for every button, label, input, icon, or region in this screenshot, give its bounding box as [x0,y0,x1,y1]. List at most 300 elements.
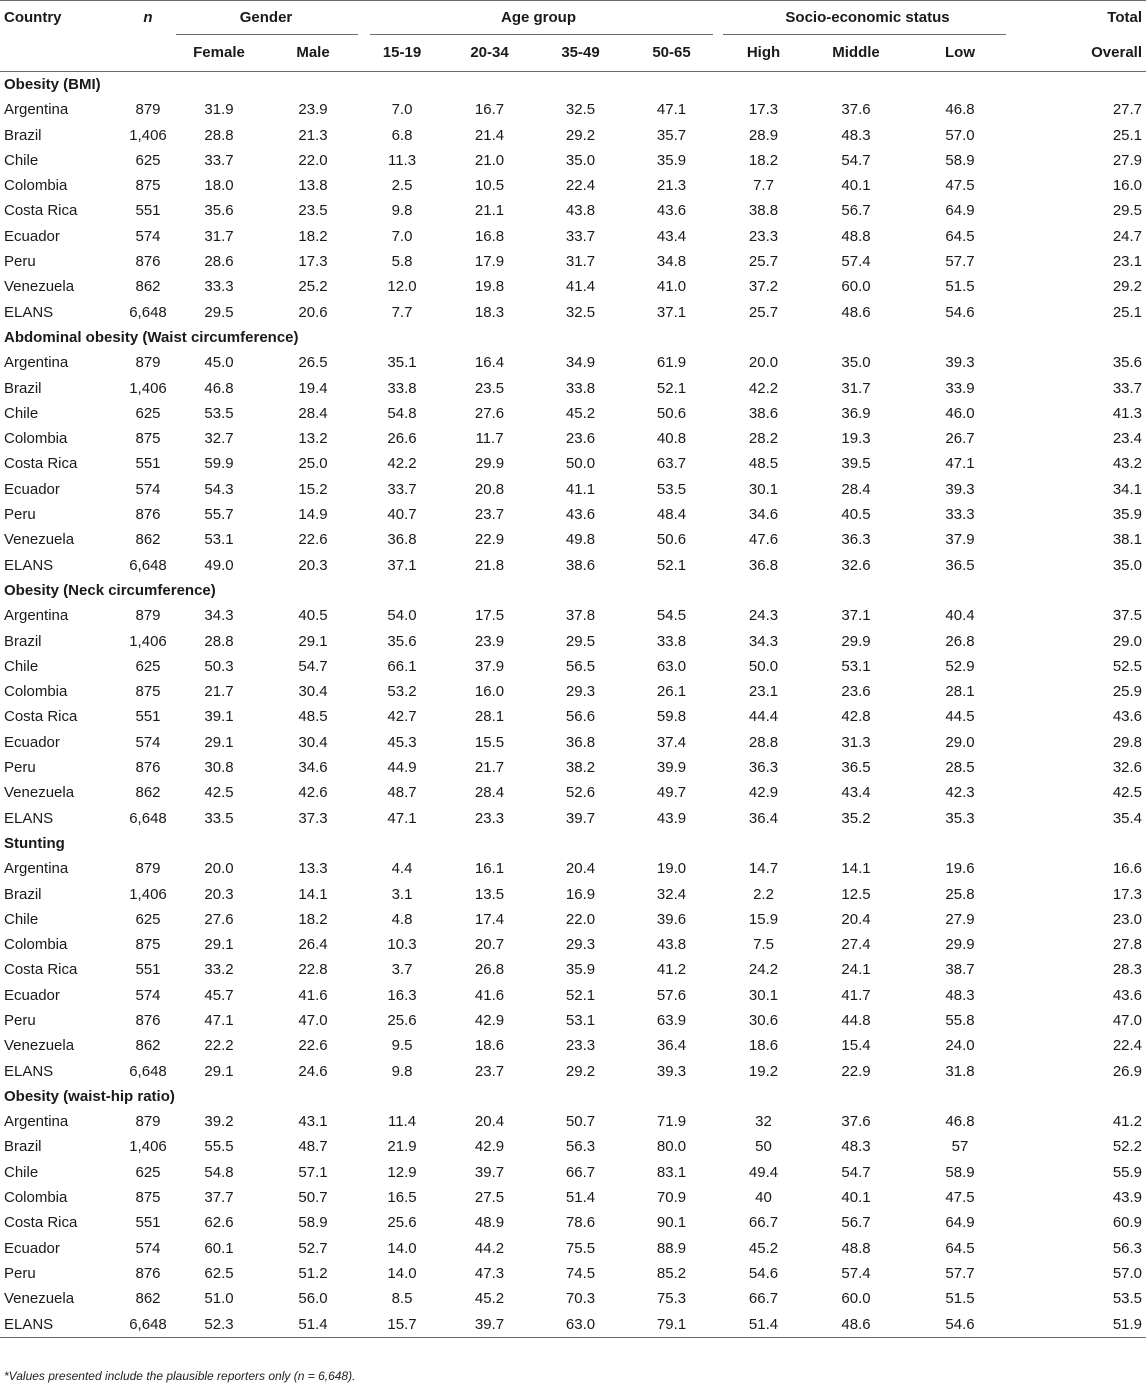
cell-age-20-34: 23.7 [474,506,505,524]
cell-ses-low: 52.9 [945,657,975,675]
cell-country: Venezuela [4,784,75,802]
cell-male: 13.3 [298,860,328,878]
cell-overall: 29.8 [1112,733,1143,751]
table-row [0,148,1146,173]
cell-female: 33.3 [204,278,234,296]
cell-ses-middle: 48.8 [841,227,871,245]
cell-age-35-49: 56.3 [565,1138,596,1156]
cell-overall: 56.3 [1112,1239,1143,1257]
cell-male: 20.3 [298,556,328,574]
cell-n: 876 [135,1011,161,1029]
table-row [0,704,1146,729]
cell-country: Peru [4,253,36,271]
cell-age-35-49: 29.3 [565,936,596,954]
cell-ses-high: 23.1 [748,683,779,701]
cell-age-35-49: 52.6 [565,784,596,802]
cell-ses-middle: 48.3 [841,126,871,144]
cell-country: Peru [4,1264,36,1282]
cell-country: Argentina [4,860,69,878]
cell-age-50-65: 43.6 [656,202,687,220]
table-row [0,300,1146,325]
cell-ses-middle: 15.4 [841,1037,871,1055]
cell-age-15-19: 8.5 [391,1290,413,1308]
cell-age-20-34: 16.4 [474,354,505,372]
table-row [0,274,1146,299]
section-header-row [0,1084,1146,1109]
cell-ses-low: 40.4 [945,607,975,625]
cell-age-50-65: 80.0 [656,1138,687,1156]
cell-age-15-19: 35.1 [387,354,417,372]
header-overall: Overall [1018,35,1146,72]
cell-female: 32.7 [204,430,234,448]
cell-age-20-34: 45.2 [474,1290,505,1308]
cell-ses-high: 50 [755,1138,772,1156]
cell-age-15-19: 9.8 [391,202,413,220]
cell-age-50-65: 63.0 [656,657,687,675]
cell-ses-low: 46.8 [945,101,975,119]
cell-male: 41.6 [298,986,328,1004]
cell-age-15-19: 54.8 [387,404,417,422]
cell-female: 51.0 [204,1290,234,1308]
cell-age-15-19: 33.8 [387,379,417,397]
cell-ses-high: 36.4 [748,809,779,827]
cell-ses-middle: 20.4 [841,910,871,928]
cell-female: 47.1 [204,1011,234,1029]
cell-female: 53.5 [204,404,234,422]
cell-ses-middle: 37.6 [841,101,871,119]
cell-n: 879 [135,354,161,372]
cell-age-35-49: 29.3 [565,683,596,701]
cell-n: 875 [135,683,161,701]
cell-age-50-65: 34.8 [656,253,687,271]
cell-overall: 57.0 [1112,1264,1143,1282]
cell-ses-high: 32 [755,1113,772,1131]
table-row [0,376,1146,401]
cell-age-35-49: 78.6 [565,1214,596,1232]
cell-age-20-34: 11.7 [475,430,504,448]
cell-age-15-19: 42.2 [387,455,417,473]
cell-age-50-65: 63.9 [656,1011,687,1029]
cell-ses-low: 47.5 [945,1189,975,1207]
cell-n: 574 [135,986,161,1004]
cell-country: Costa Rica [4,708,78,726]
cell-n: 862 [135,784,161,802]
cell-country: Costa Rica [4,1214,78,1232]
cell-overall: 53.5 [1112,1290,1143,1308]
cell-ses-high: 20.0 [748,354,779,372]
cell-age-15-19: 42.7 [387,708,417,726]
cell-male: 30.4 [298,733,328,751]
cell-female: 53.1 [204,531,234,549]
cell-ses-low: 29.9 [945,936,975,954]
cell-ses-middle: 31.3 [841,733,871,751]
cell-age-15-19: 66.1 [387,657,417,675]
table-row [0,198,1146,223]
cell-ses-high: 42.2 [748,379,779,397]
cell-ses-low: 57 [951,1138,969,1156]
cell-country: Ecuador [4,480,60,498]
cell-age-50-65: 37.1 [656,303,687,321]
cell-ses-middle: 23.6 [841,683,871,701]
cell-age-35-49: 52.1 [565,986,596,1004]
cell-ses-middle: 27.4 [841,936,871,954]
cell-overall: 43.2 [1112,455,1143,473]
cell-ses-middle: 37.6 [841,1113,871,1131]
cell-ses-high: 18.2 [748,151,779,169]
cell-country: Argentina [4,354,69,372]
cell-n: 1,406 [129,632,167,650]
cell-female: 28.6 [204,253,234,271]
cell-n: 6,648 [124,1312,172,1338]
cell-n: 6,648 [129,809,167,827]
cell-age-50-65: 37.4 [656,733,687,751]
cell-age-20-34: 16.7 [474,101,505,119]
cell-overall: 23.1 [1112,253,1143,271]
cell-overall: 33.7 [1112,379,1143,397]
cell-ses-low: 37.9 [945,531,975,549]
cell-age-15-19: 7.7 [391,303,413,321]
cell-male: 22.0 [298,151,328,169]
cell-n: 879 [135,860,161,878]
cell-ses-low: 27.9 [945,910,975,928]
cell-overall: 23.0 [1112,910,1143,928]
cell-age-20-34: 39.7 [474,1163,505,1181]
table-header [0,1,1146,72]
cell-age-35-49: 29.2 [565,1062,596,1080]
cell-age-50-65: 50.6 [656,531,687,549]
cell-age-35-49: 50.7 [565,1113,596,1131]
table-row [0,350,1146,375]
cell-ses-high: 7.5 [753,936,774,954]
cell-ses-middle: 40.1 [841,177,871,195]
cell-overall: 35.4 [1112,809,1143,827]
cell-age-35-49: 22.4 [565,177,596,195]
cell-ses-high: 51.4 [717,1312,810,1338]
cell-age-20-34: 41.6 [474,986,505,1004]
cell-female: 55.7 [204,506,234,524]
cell-country: Colombia [4,683,68,701]
cell-age-35-49: 66.7 [565,1163,596,1181]
cell-female: 50.3 [204,657,234,675]
cell-female: 45.0 [204,354,234,372]
cell-ses-low: 39.3 [945,354,975,372]
cell-female: 33.2 [204,961,234,979]
cell-country: Peru [4,506,36,524]
section-title: Stunting [4,834,65,852]
cell-ses-low: 55.8 [945,1011,975,1029]
cell-age-15-19: 3.1 [391,885,413,903]
cell-ses-middle: 14.1 [841,860,871,878]
table-row [0,426,1146,451]
cell-ses-high: 15.9 [748,910,779,928]
cell-overall: 35.6 [1112,354,1143,372]
cell-male: 23.5 [298,202,328,220]
cell-overall: 25.9 [1112,683,1143,701]
section-header-row [0,831,1146,856]
cell-country: Argentina [4,607,69,625]
group-header-row [0,1,1146,36]
cell-n: 551 [135,202,161,220]
table-row [0,856,1146,881]
cell-male: 20.6 [298,303,328,321]
cell-male: 29.1 [298,632,328,650]
table-row [0,1236,1146,1261]
table-row [0,983,1146,1008]
cell-male: 50.7 [298,1189,328,1207]
cell-ses-middle: 40.1 [841,1189,871,1207]
cell-male: 51.2 [298,1264,328,1282]
cell-age-35-49: 23.6 [565,430,596,448]
cell-age-50-65: 50.6 [656,404,687,422]
cell-male: 22.8 [298,961,328,979]
cell-age-20-34: 20.8 [474,480,505,498]
cell-ses-middle: 43.4 [841,784,871,802]
cell-country: ELANS [4,303,54,321]
cell-male: 48.5 [298,708,328,726]
cell-n: 862 [135,1037,161,1055]
cell-ses-low: 19.6 [945,860,975,878]
cell-overall: 29.5 [1112,202,1143,220]
cell-age-15-19: 9.5 [391,1037,413,1055]
cell-female: 59.9 [204,455,234,473]
cell-female: 18.0 [204,177,234,195]
cell-ses-low: 42.3 [945,784,975,802]
cell-age-35-49: 39.7 [565,809,596,827]
cell-ses-middle: 54.7 [841,151,871,169]
cell-ses-low: 38.7 [945,961,975,979]
cell-ses-low: 46.0 [945,404,975,422]
cell-ses-middle: 37.1 [841,607,871,625]
cell-age-15-19: 11.3 [387,151,417,169]
cell-age-20-34: 17.5 [474,607,505,625]
header-age-35-49: 35-49 [535,35,626,72]
table-row [0,401,1146,426]
cell-age-35-49: 41.1 [565,480,596,498]
cell-female: 34.3 [204,607,234,625]
cell-country: Chile [4,657,39,675]
cell-male: 14.1 [298,885,328,903]
cell-n: 625 [135,404,161,422]
cell-ses-middle: 57.4 [841,1264,871,1282]
cell-age-35-49: 70.3 [565,1290,596,1308]
cell-overall: 28.3 [1112,961,1143,979]
cell-overall: 27.8 [1112,936,1143,954]
cell-n: 625 [135,910,161,928]
cell-ses-high: 42.9 [748,784,779,802]
table-row [0,1109,1146,1134]
cell-overall: 29.0 [1112,632,1143,650]
cell-n: 574 [135,733,161,751]
cell-n: 1,406 [129,885,167,903]
cell-n: 876 [135,253,161,271]
cell-ses-low: 54.6 [945,303,975,321]
cell-ses-middle: 44.8 [841,1011,871,1029]
cell-age-20-34: 16.0 [474,683,505,701]
table-row [0,629,1146,654]
cell-age-35-49: 38.2 [565,759,596,777]
cell-country: ELANS [0,1312,124,1338]
cell-age-20-34: 23.7 [474,1062,505,1080]
cell-age-15-19: 15.7 [360,1312,444,1338]
header-gender: Gender [172,1,360,36]
cell-age-15-19: 47.1 [387,809,417,827]
cell-n: 875 [135,1189,161,1207]
cell-age-50-65: 36.4 [656,1037,687,1055]
cell-country: Chile [4,1163,39,1181]
cell-male: 13.8 [298,177,328,195]
cell-ses-middle: 56.7 [841,1214,871,1232]
cell-age-15-19: 35.6 [387,632,417,650]
cell-male: 52.7 [298,1239,328,1257]
cell-overall: 27.7 [1112,101,1143,119]
cell-ses-low: 57.7 [945,1264,975,1282]
cell-ses-high: 34.3 [748,632,779,650]
cell-age-20-34: 28.1 [474,708,505,726]
cell-ses-high: 38.8 [748,202,779,220]
table-row [0,1312,1146,1338]
cell-overall: 24.7 [1112,227,1143,245]
table-row [0,451,1146,476]
cell-age-50-65: 19.0 [656,860,687,878]
cell-age-50-65: 43.9 [656,809,687,827]
cell-n: 1,406 [129,379,167,397]
cell-age-15-19: 2.5 [391,177,413,195]
cell-n: 551 [135,455,161,473]
cell-female: 39.2 [204,1113,234,1131]
cell-age-50-65: 53.5 [656,480,687,498]
section-header-row [0,72,1146,98]
cell-age-35-49: 35.0 [565,151,596,169]
cell-ses-low: 35.3 [945,809,975,827]
cell-female: 39.1 [204,708,234,726]
header-middle: Middle [810,35,902,72]
cell-n: 875 [135,177,161,195]
cell-age-35-49: 74.5 [565,1264,596,1282]
cell-ses-low: 29.0 [945,733,975,751]
cell-n: 1,406 [129,1138,167,1156]
cell-age-20-34: 15.5 [474,733,505,751]
cell-ses-middle: 48.6 [810,1312,902,1338]
cell-n: 1,406 [129,126,167,144]
cell-age-35-49: 16.9 [565,885,596,903]
cell-n: 875 [135,430,161,448]
cell-overall: 32.6 [1112,759,1143,777]
cell-female: 55.5 [204,1138,234,1156]
cell-ses-high: 23.3 [748,227,779,245]
cell-male: 13.2 [298,430,328,448]
cell-female: 33.5 [204,809,234,827]
cell-age-35-49: 20.4 [565,860,596,878]
cell-age-50-65: 71.9 [656,1113,687,1131]
cell-female: 20.3 [204,885,234,903]
cell-ses-low: 54.6 [902,1312,1018,1338]
cell-ses-low: 47.1 [945,455,975,473]
cell-overall: 34.1 [1112,480,1143,498]
cell-ses-low: 64.5 [945,227,975,245]
cell-country: ELANS [4,1062,54,1080]
cell-female: 37.7 [204,1189,234,1207]
cell-age-35-49: 31.7 [565,253,596,271]
cell-age-35-49: 29.5 [565,632,596,650]
cell-ses-middle: 48.3 [841,1138,871,1156]
cell-ses-low: 48.3 [945,986,975,1004]
cell-age-20-34: 18.6 [474,1037,505,1055]
cell-ses-middle: 22.9 [841,1062,871,1080]
cell-male: 40.5 [298,607,328,625]
cell-age-15-19: 37.1 [387,556,417,574]
cell-age-20-34: 18.3 [474,303,505,321]
cell-male: 43.1 [298,1113,328,1131]
cell-country: Brazil [4,126,42,144]
cell-country: Brazil [4,379,42,397]
cell-n: 879 [135,1113,161,1131]
table-row [0,1261,1146,1286]
cell-age-15-19: 36.8 [387,531,417,549]
cell-country: Ecuador [4,1239,60,1257]
table-row [0,679,1146,704]
cell-overall: 60.9 [1112,1214,1143,1232]
cell-ses-middle: 35.2 [841,809,871,827]
cell-age-35-49: 51.4 [565,1189,596,1207]
cell-age-50-65: 35.9 [656,151,687,169]
cell-age-50-65: 54.5 [656,607,687,625]
cell-age-20-34: 42.9 [474,1138,505,1156]
cell-n: 574 [135,227,161,245]
cell-n: 551 [135,1214,161,1232]
cell-age-20-34: 21.4 [474,126,505,144]
cell-age-50-65: 75.3 [656,1290,687,1308]
cell-ses-high: 50.0 [748,657,779,675]
cell-male: 48.7 [298,1138,328,1156]
cell-age-50-65: 52.1 [656,556,687,574]
cell-age-50-65: 33.8 [656,632,687,650]
cell-age-20-34: 48.9 [474,1214,505,1232]
cell-ses-middle: 32.6 [841,556,871,574]
cell-ses-high: 18.6 [748,1037,779,1055]
cell-male: 26.5 [298,354,328,372]
cell-age-50-65: 43.4 [656,227,687,245]
header-low: Low [902,35,1018,72]
cell-overall: 38.1 [1112,531,1143,549]
cell-ses-low: 25.8 [945,885,975,903]
cell-n: 876 [135,759,161,777]
cell-age-15-19: 5.8 [391,253,413,271]
table-row [0,249,1146,274]
cell-age-50-65: 41.0 [656,278,687,296]
table-row [0,957,1146,982]
cell-age-35-49: 33.8 [565,379,596,397]
cell-country: Colombia [4,936,68,954]
cell-ses-high: 25.7 [748,303,779,321]
cell-age-20-34: 22.9 [474,531,505,549]
table-row [0,1160,1146,1185]
table-row [0,882,1146,907]
cell-ses-middle: 54.7 [841,1163,871,1181]
cell-ses-middle: 42.8 [841,708,871,726]
cell-male: 18.2 [298,227,328,245]
cell-age-20-34: 27.5 [474,1189,505,1207]
cell-ses-middle: 60.0 [841,1290,871,1308]
cell-country: Colombia [4,430,68,448]
cell-ses-high: 37.2 [748,278,779,296]
cell-ses-low: 24.0 [945,1037,975,1055]
cell-age-50-65: 35.7 [656,126,687,144]
cell-ses-high: 44.4 [748,708,779,726]
header-ses: Socio-economic status [717,1,1018,36]
cell-n: 862 [135,531,161,549]
cell-male: 22.6 [298,1037,328,1055]
cell-age-15-19: 26.6 [387,430,417,448]
